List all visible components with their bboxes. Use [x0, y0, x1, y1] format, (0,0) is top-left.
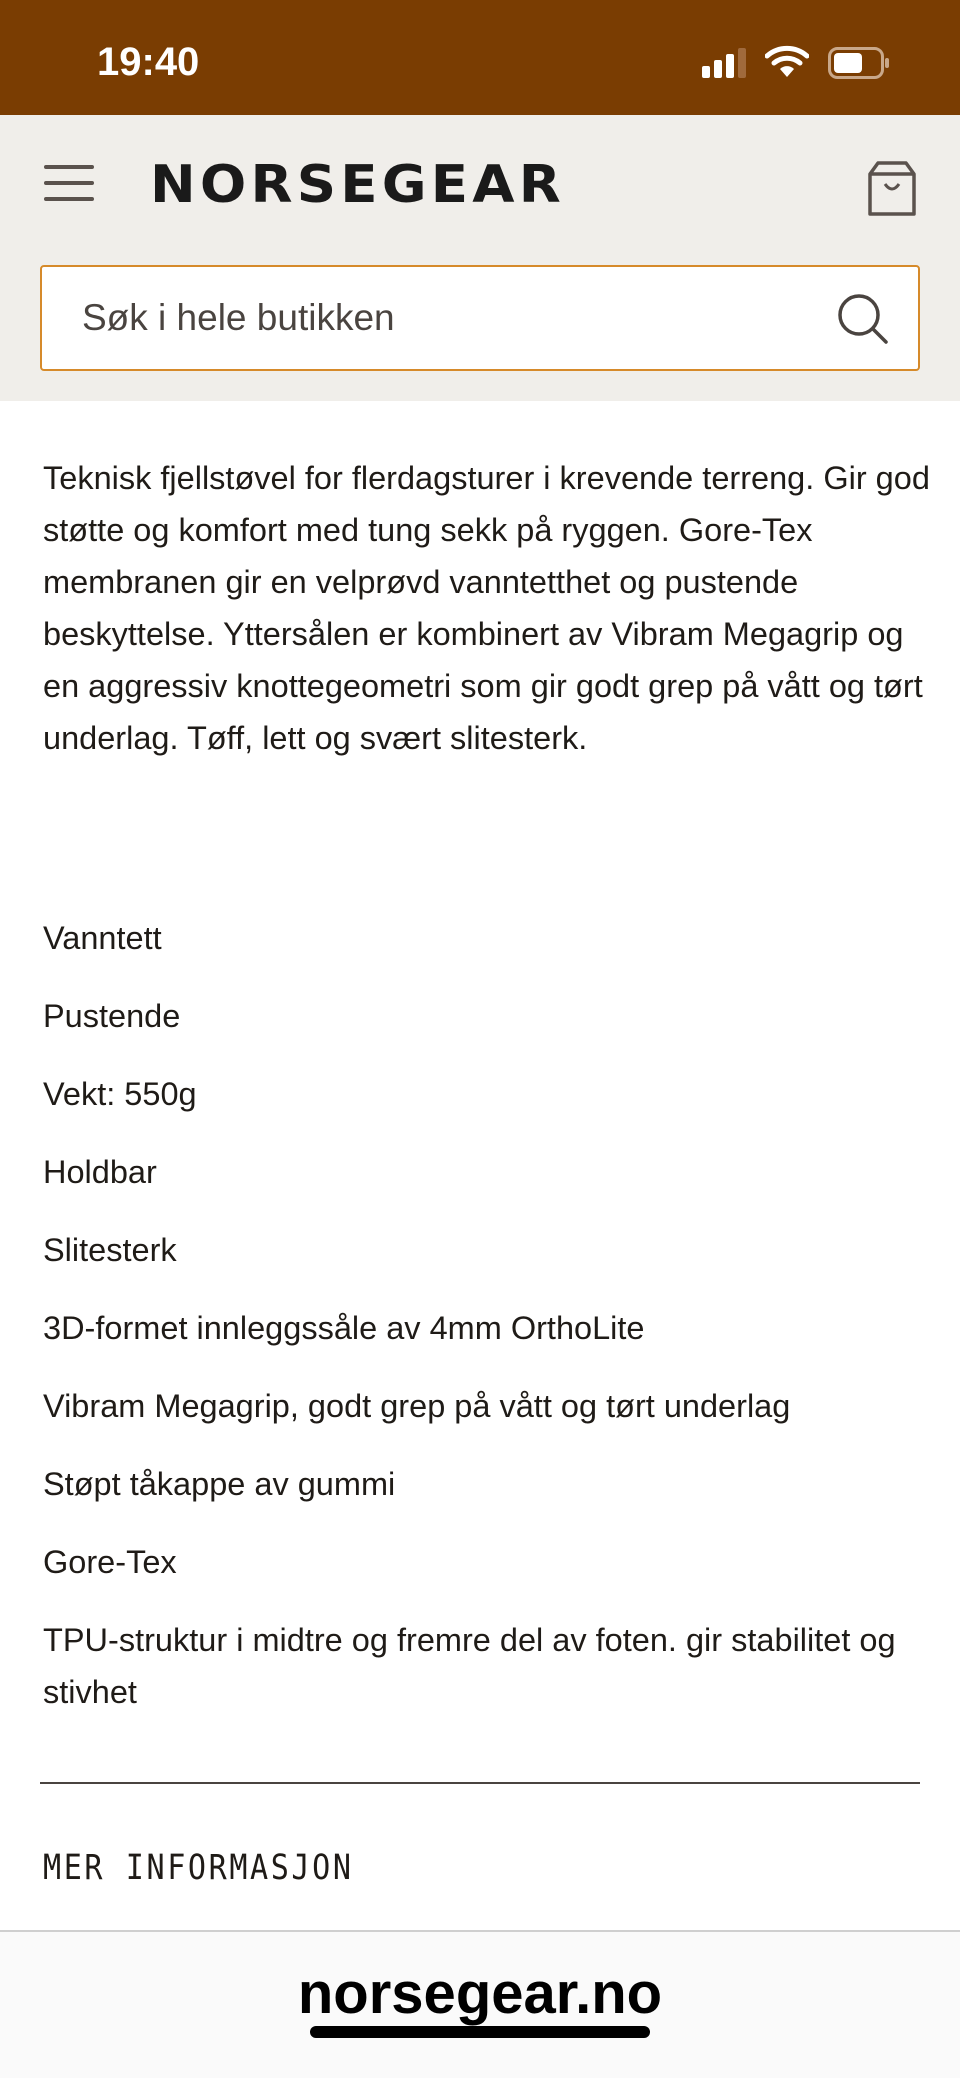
- feature-item: Pustende: [43, 998, 181, 1034]
- more-info-toggle[interactable]: MER INFORMASJON: [43, 1848, 354, 1888]
- feature-item: Vekt: 550g: [43, 1076, 197, 1112]
- browser-bar: [0, 1930, 960, 2078]
- status-time: 19:40: [97, 40, 200, 84]
- feature-list: [43, 912, 933, 1744]
- shopping-bag-icon[interactable]: [866, 160, 918, 218]
- battery-icon: [828, 47, 890, 79]
- section-divider: [40, 1782, 920, 1784]
- search-icon[interactable]: [835, 291, 891, 347]
- feature-item: Gore-Tex: [43, 1544, 177, 1580]
- site-header: [0, 115, 960, 401]
- url-display[interactable]: norsegear.no: [297, 1961, 663, 2026]
- product-description: Teknisk fjellstøvel for flerdagsturer i krevende terreng. Gir god støtte og komfort med tung sekk på ryggen. Gore-Tex membranen gir en velprøvd vanntetthet og pustende beskyttelse. Yttersålen er kombinert av Vibram Megagrip og en aggressiv knottegeometri som gir godt grep på vått og tørt underlag. Tøff, lett og svært slitesterk.: [43, 460, 930, 756]
- feature-item: Støpt tåkappe av gummi: [43, 1466, 396, 1502]
- search-input[interactable]: [82, 267, 842, 369]
- feature-item: TPU-struktur i midtre og fremre del av foten. gir stabilitet og stivhet: [43, 1622, 896, 1710]
- search-field[interactable]: [40, 265, 920, 371]
- cellular-signal-icon: [702, 48, 750, 78]
- feature-item: Holdbar: [43, 1154, 157, 1190]
- home-indicator[interactable]: [310, 2026, 650, 2038]
- hamburger-menu-icon[interactable]: [44, 165, 94, 201]
- feature-item: Slitesterk: [43, 1232, 177, 1268]
- feature-item: 3D-formet innleggssåle av 4mm OrthoLite: [43, 1310, 645, 1346]
- status-bar: [0, 0, 960, 115]
- feature-item: Vibram Megagrip, godt grep på vått og tørt underlag: [43, 1388, 791, 1424]
- feature-item: Vanntett: [43, 920, 162, 956]
- wifi-icon: [765, 44, 809, 78]
- logo[interactable]: NORSEGEAR: [150, 155, 565, 215]
